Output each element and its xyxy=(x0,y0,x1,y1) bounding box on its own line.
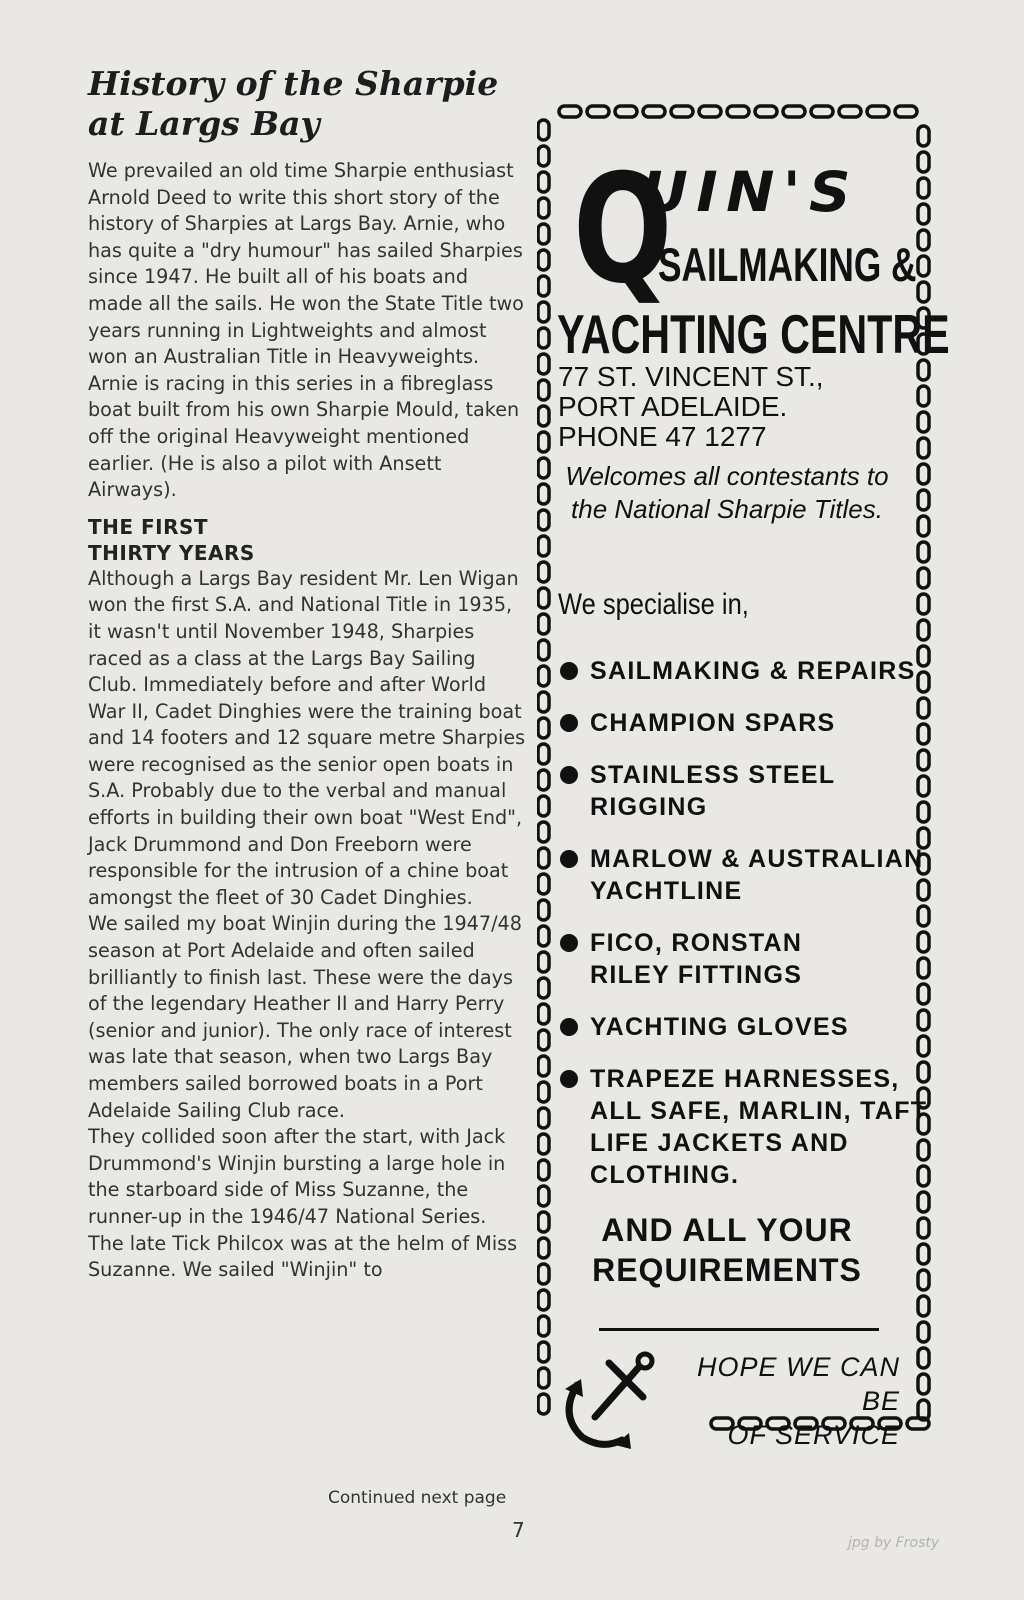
anchor-icon xyxy=(547,1345,657,1455)
section-heading xyxy=(88,514,528,566)
continued-note: Continued next page xyxy=(328,1488,507,1508)
ad-service-item: YACHTING GLOVES xyxy=(557,1011,929,1043)
article-body-2: We sailed my boat Winjin during the 1947/48 season at Port Adelaide and often sailed brilliantly to finish last. These were the days of the legendary Heather II and Harry Perry (senior and junior). The only race of interest was late that season, when two Largs Bay members sailed borrowed boats in a Port Adelaide Sailing Club race. xyxy=(88,912,522,1122)
ad-logo-name: UIN'S xyxy=(641,160,859,224)
ad-yachting-line: YACHTING CENTRE xyxy=(557,303,950,365)
article-column xyxy=(88,64,528,1284)
ad-logo-q: Q xyxy=(573,143,673,317)
page-number: 7 xyxy=(512,1518,525,1542)
ad-specialise: We specialise in, xyxy=(558,588,749,621)
ad-address xyxy=(558,362,824,452)
ad-sailmaking-line: SAILMAKING & xyxy=(658,238,917,291)
ad-service-item: FICO, RONSTAN RILEY FITTINGS xyxy=(557,927,929,991)
ad-closing: HOPE WE CAN BE OF SERVICE xyxy=(696,1352,900,1450)
ad-address-city: PORT ADELAIDE. xyxy=(558,391,788,422)
ad-phone: PHONE 47 1277 xyxy=(558,421,767,452)
ad-service-item: CHAMPION SPARS xyxy=(557,707,929,739)
ad-service-item: SAILMAKING & REPAIRS xyxy=(557,655,929,687)
section-heading-line-1: THE FIRST xyxy=(88,514,209,539)
ad-divider xyxy=(599,1328,879,1331)
ad-service-item: TRAPEZE HARNESSES, ALL SAFE, MARLIN, TAFT LIFE JACKETS AND CLOTHING. xyxy=(557,1063,929,1191)
article-intro: We prevailed an old time Sharpie enthusiast Arnold Deed to write this short story of the history of Sharpies at Largs Bay. Arnie, who has quite a "dry humour" has sailed Sharpies since 1947. He built all of his boats and made all the sails. He won the State Title two years running in Lightweights and almost won an Australian Title in Heavyweights. Arnie is racing in this series in a fibreglass boat built from his own Sharpie Mould, taken off the original Heavyweight mentioned earlier. (He is also a pilot with Ansett Airways). xyxy=(88,159,524,502)
article-body-3: They collided soon after the start, with Jack Drummond's Winjin bursting a large hole in the starboard side of Miss Suzanne, the runner-up in the 1946/47 National Series. The late Tick Philcox was at the helm of Miss Suzanne. We sailed "Winjin" to xyxy=(88,1125,518,1282)
section-heading-line-2: THIRTY YEARS xyxy=(88,540,255,565)
image-credit: jpg by Frosty xyxy=(848,1535,940,1551)
ad-requirements: AND ALL YOUR REQUIREMENTS xyxy=(592,1212,862,1288)
ad-welcome: Welcomes all contestants to the National Sharpie Titles. xyxy=(565,461,889,524)
article-headline: History of the Sharpie at Largs Bay xyxy=(88,64,499,143)
ad-service-item: MARLOW & AUSTRALIAN YACHTLINE xyxy=(557,843,929,907)
ad-address-street: 77 ST. VINCENT ST., xyxy=(558,361,824,392)
ad-service-item: STAINLESS STEEL RIGGING xyxy=(557,759,929,823)
advertisement xyxy=(537,100,949,1452)
article-body: Although a Largs Bay resident Mr. Len Wigan won the first S.A. and National Title in 1935, it wasn't until November 1948, Sharpies raced as a class at the Largs Bay Sailing Club. Immediately before and after World War II, Cadet Dinghies were the training boat and 14 footers and 12 square metre Sharpies were recognised as the senior open boats in S.A. Probably due to the verbal and manual efforts in building their own boat "West End", Jack Drummond and Don Freeborn were responsible for the intrusion of a chine boat amongst the fleet of 30 Cadet Dinghies. xyxy=(88,566,526,909)
ad-service-list xyxy=(557,655,929,1211)
